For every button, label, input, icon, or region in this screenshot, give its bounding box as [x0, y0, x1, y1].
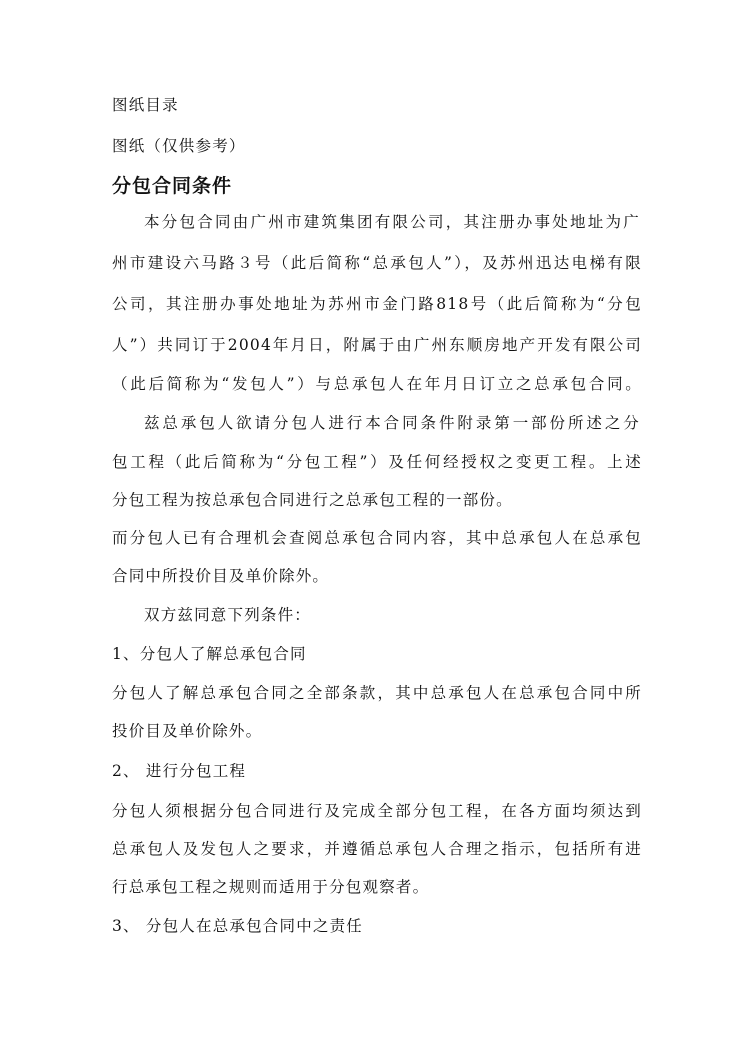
paragraph-line: 合同中所投价目及单价除外。 [112, 567, 330, 585]
paragraph-line: 分包工程为按总承包合同进行之总承包工程的一部份。 [112, 491, 513, 509]
clause-line: 分包人了解总承包合同之全部条款，其中总承包人在总承包合同中所 [112, 684, 642, 702]
clause-heading: 2、 进行分包工程 [112, 762, 247, 780]
paragraph-line: （此后简称为“发包人”）与总承包人在年月日订立之总承包合同。 [112, 375, 642, 393]
clause-heading: 3、 分包人在总承包合同中之责任 [112, 917, 363, 935]
paragraph-line: 人”）共同订于2004年月日，附属于由广州东顺房地产开发有限公司 [112, 336, 642, 354]
clause-line: 分包人须根据分包合同进行及完成全部分包工程，在各方面均须达到 [112, 802, 642, 820]
paragraph-line: 公司，其注册办事处地址为苏州市金门路818号（此后简称为“分包 [112, 295, 642, 313]
paragraph-line: 州市建设六马路３号（此后简称“总承包人”），及苏州迅达电梯有限 [112, 254, 642, 272]
paragraph-line: 本分包合同由广州市建筑集团有限公司，其注册办事处地址为广 [144, 213, 640, 231]
drawings-note: 图纸（仅供参考） [112, 137, 246, 155]
paragraph-line: 包工程（此后简称为“分包工程”）及任何经授权之变更工程。上述 [112, 453, 642, 471]
clause-line: 投价目及单价除外。 [112, 722, 263, 740]
clause-line: 行总承包工程之规则而适用于分包观察者。 [112, 878, 430, 896]
toc-heading: 图纸目录 [112, 96, 179, 114]
clause-line: 总承包人及发包人之要求，并遵循总承包人合理之指示，包括所有进 [112, 840, 642, 858]
clause-heading: 1、分包人了解总承包合同 [112, 645, 307, 663]
section-title: 分包合同条件 [112, 175, 233, 197]
paragraph-line: 双方兹同意下列条件： [144, 606, 312, 624]
paragraph-line: 而分包人已有合理机会查阅总承包合同内容，其中总承包人在总承包 [112, 529, 642, 547]
paragraph-line: 兹总承包人欲请分包人进行本合同条件附录第一部份所述之分 [144, 414, 640, 432]
